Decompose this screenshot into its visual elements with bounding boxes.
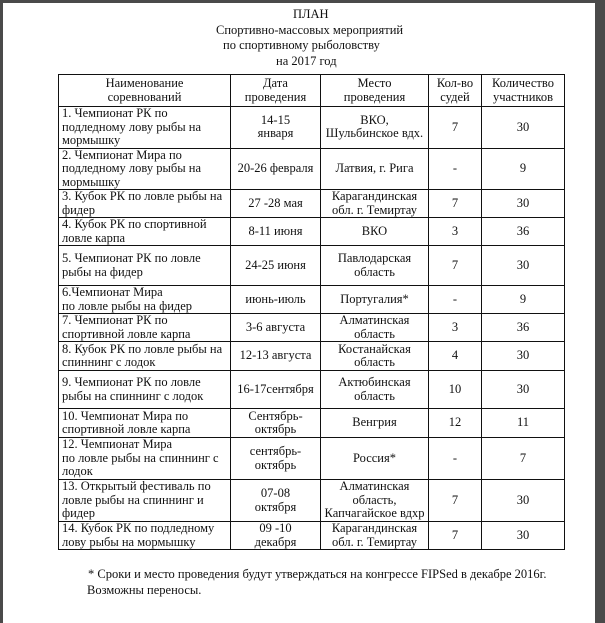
cell-participants: 30 xyxy=(482,246,565,286)
cell-judges: 3 xyxy=(429,314,482,342)
table-row xyxy=(59,409,565,438)
header-venue: Место проведения xyxy=(321,75,429,107)
cell-date: 8-11 июня xyxy=(231,218,321,246)
cell-venue: Алматинская область, Капчагайское вдхр xyxy=(321,480,429,522)
cell-competition-name: 13. Открытый фестиваль по ловле рыбы на спиннинг и фидер xyxy=(59,480,231,522)
cell-date: 14-15 января xyxy=(231,107,321,149)
cell-competition-name: 10. Чемпионат Мира по спортивной ловле карпа xyxy=(59,409,231,438)
cell-venue: Костанайская область xyxy=(321,342,429,371)
cell-competition-name: 2. Чемпионат Мира по подледному лову рыбы на мормышку xyxy=(59,148,231,190)
cell-judges: 10 xyxy=(429,371,482,409)
cell-participants: 9 xyxy=(482,148,565,190)
cell-participants: 30 xyxy=(482,522,565,550)
cell-competition-name: 12. Чемпионат Мира по ловле рыбы на спиннинг с лодок xyxy=(59,438,231,480)
cell-date: 20-26 февраля xyxy=(231,148,321,190)
header-date: Дата проведения xyxy=(231,75,321,107)
cell-date: 27 -28 мая xyxy=(231,190,321,218)
cell-venue: Венгрия xyxy=(321,409,429,438)
table-row xyxy=(59,190,565,218)
footnote xyxy=(88,567,547,598)
cell-participants: 7 xyxy=(482,438,565,480)
cell-competition-name: 14. Кубок РК по подледному лову рыбы на мормышку xyxy=(59,522,231,550)
cell-date: июнь-июль xyxy=(231,286,321,314)
cell-date: 16-17сентября xyxy=(231,371,321,409)
table-row xyxy=(59,246,565,286)
cell-date: 24-25 июня xyxy=(231,246,321,286)
cell-judges: - xyxy=(429,286,482,314)
cell-date: 09 -10 декабря xyxy=(231,522,321,550)
title-plan: ПЛАН xyxy=(293,7,329,21)
cell-judges: 7 xyxy=(429,246,482,286)
cell-date: 07-08 октября xyxy=(231,480,321,522)
cell-competition-name: 9. Чемпионат РК по ловле рыбы на спиннинг с лодок xyxy=(59,371,231,409)
cell-judges: - xyxy=(429,148,482,190)
cell-competition-name: 8. Кубок РК по ловле рыбы на спиннинг с лодок xyxy=(59,342,231,371)
cell-competition-name: 4. Кубок РК по спортивной ловле карпа xyxy=(59,218,231,246)
header-judges: Кол-во судей xyxy=(429,75,482,107)
cell-venue: Россия* xyxy=(321,438,429,480)
table-row xyxy=(59,438,565,480)
cell-date: сентябрь- октябрь xyxy=(231,438,321,480)
cell-judges: 4 xyxy=(429,342,482,371)
table-row xyxy=(59,148,565,190)
cell-participants: 9 xyxy=(482,286,565,314)
cell-venue: ВКО, Шульбинское вдх. xyxy=(321,107,429,149)
cell-participants: 30 xyxy=(482,342,565,371)
cell-competition-name: 1. Чемпионат РК по подледному лову рыбы на мормышку xyxy=(59,107,231,149)
cell-judges: 12 xyxy=(429,409,482,438)
cell-judges: 7 xyxy=(429,107,482,149)
title-subtitle: Спортивно-массовых мероприятий xyxy=(216,22,404,37)
title-year: на 2017 год xyxy=(276,53,337,68)
cell-venue: ВКО xyxy=(321,218,429,246)
cell-venue: Латвия, г. Рига xyxy=(321,148,429,190)
cell-participants: 30 xyxy=(482,480,565,522)
table-row xyxy=(59,480,565,522)
document-page xyxy=(3,3,595,623)
cell-date: 12-13 августа xyxy=(231,342,321,371)
cell-competition-name: 5. Чемпионат РК по ловле рыбы на фидер xyxy=(59,246,231,286)
table-row xyxy=(59,342,565,371)
cell-judges: 7 xyxy=(429,522,482,550)
cell-participants: 11 xyxy=(482,409,565,438)
table-row xyxy=(59,522,565,550)
cell-competition-name: 3. Кубок РК по ловле рыбы на фидер xyxy=(59,190,231,218)
cell-participants: 36 xyxy=(482,314,565,342)
table-row xyxy=(59,286,565,314)
cell-judges: 7 xyxy=(429,480,482,522)
cell-venue: Алматинская область xyxy=(321,314,429,342)
cell-judges: 3 xyxy=(429,218,482,246)
cell-venue: Павлодарская область xyxy=(321,246,429,286)
title-subject: по спортивному рыболовству xyxy=(223,38,380,52)
cell-venue: Португалия* xyxy=(321,286,429,314)
cell-competition-name: 7. Чемпионат РК по спортивной ловле карпа xyxy=(59,314,231,342)
header-participants: Количество участников xyxy=(482,75,565,107)
cell-date: Сентябрь- октябрь xyxy=(231,409,321,438)
header-competition-name: Наименование соревнований xyxy=(59,75,231,107)
cell-date: 3-6 августа xyxy=(231,314,321,342)
cell-venue: Актюбинская область xyxy=(321,371,429,409)
cell-participants: 36 xyxy=(482,218,565,246)
cell-venue: Карагандинская обл. г. Темиртау xyxy=(321,190,429,218)
cell-competition-name: 6.Чемпионат Мира по ловле рыбы на фидер xyxy=(59,286,231,314)
events-table xyxy=(58,74,565,550)
table-row xyxy=(59,371,565,409)
footnote-line-2: Возможны переносы. xyxy=(87,582,202,597)
cell-participants: 30 xyxy=(482,190,565,218)
cell-participants: 30 xyxy=(482,371,565,409)
cell-judges: 7 xyxy=(429,190,482,218)
cell-participants: 30 xyxy=(482,107,565,149)
footnote-line-1: * Сроки и место проведения будут утверждаться на конгрессе FIPSed в декабре 2016г. xyxy=(88,567,547,581)
cell-venue: Карагандинская обл. г. Темиртау xyxy=(321,522,429,550)
cell-judges: - xyxy=(429,438,482,480)
table-header-row xyxy=(59,75,565,107)
table-row xyxy=(59,107,565,149)
table-row xyxy=(59,314,565,342)
table-row xyxy=(59,218,565,246)
